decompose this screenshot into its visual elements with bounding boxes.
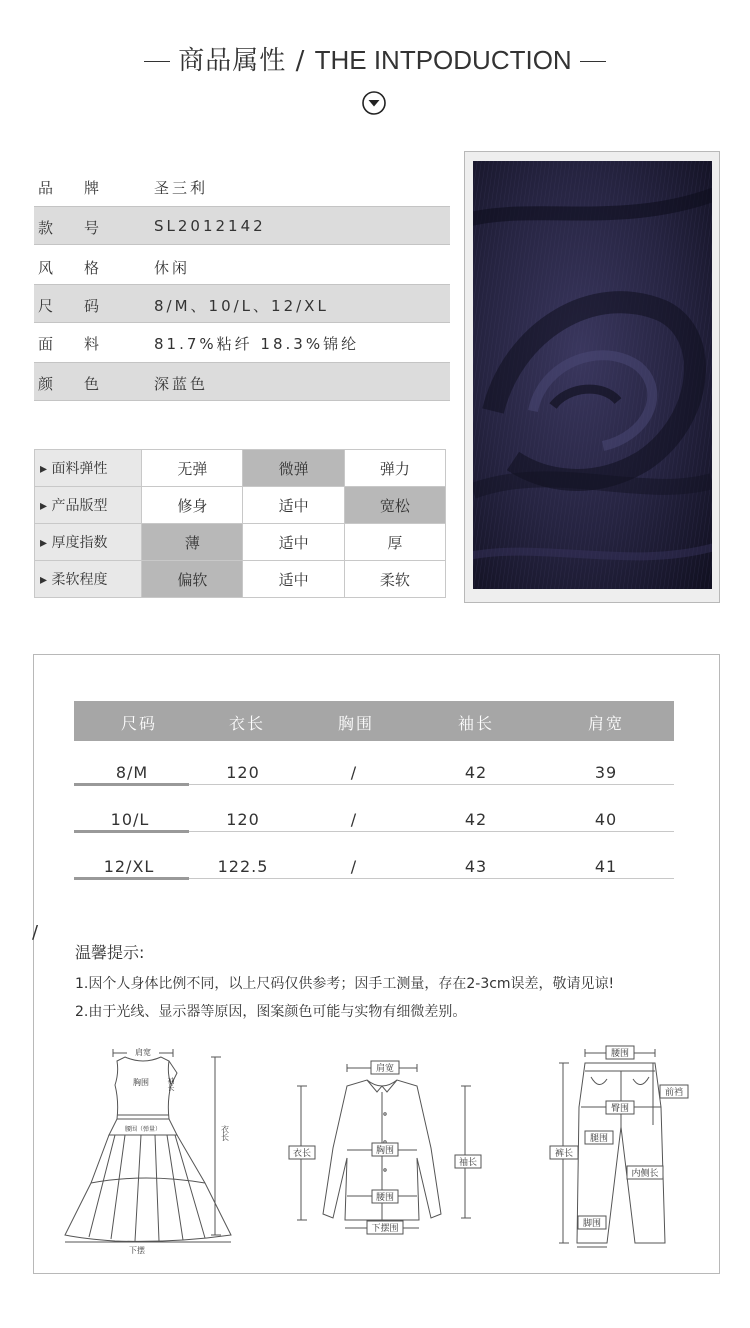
- size-cell: 42: [464, 763, 488, 782]
- row-accent-bar: [74, 830, 189, 833]
- attr-key: 色: [84, 375, 103, 393]
- dress-length-label: 衣长: [220, 1125, 230, 1141]
- size-cell: 122.5: [217, 857, 269, 876]
- prop-option: 弹力: [344, 450, 445, 487]
- prop-option: 无弹: [142, 450, 243, 487]
- attr-value: 休闲: [154, 259, 191, 277]
- stray-slash: /: [32, 922, 39, 943]
- shirt-shoulder-label: 肩宽: [375, 1064, 395, 1074]
- pants-measure-diagram: [545, 1043, 695, 1253]
- attr-row-color: [34, 362, 450, 401]
- prop-option: 偏软: [142, 561, 243, 598]
- attr-key: 面: [38, 335, 57, 353]
- size-cell: 12/XL: [103, 857, 155, 876]
- prop-row-thickness: [35, 524, 446, 561]
- attr-value: SL2012142: [154, 217, 266, 235]
- prop-option: 厚: [344, 524, 445, 561]
- attr-key: 料: [84, 335, 103, 353]
- size-cell: 10/L: [110, 810, 150, 829]
- title-cn: 商品属性: [178, 46, 287, 76]
- row-accent-bar: [74, 877, 189, 880]
- attr-row-size: [34, 284, 450, 323]
- title-en: THE INTPODUCTION: [314, 45, 572, 75]
- pants-inseam-label: 内侧长: [631, 1169, 659, 1179]
- attr-value: 81.7%粘纤 18.3%锦纶: [154, 335, 360, 353]
- size-cell: /: [350, 810, 358, 829]
- attr-key: 款: [38, 219, 57, 237]
- prop-option: 薄: [142, 524, 243, 561]
- triangle-right-icon: ▸: [40, 572, 48, 588]
- title-dash-right: [580, 61, 606, 62]
- chevron-down-circle-icon: [362, 91, 386, 115]
- prop-label: ▸ 产品版型: [35, 487, 142, 524]
- attr-row-brand: [34, 167, 450, 204]
- tips-line: 1.因个人身体比例不同，以上尺码仅供参考；因手工测量，存在2-3cm误差，敬请见谅!: [75, 976, 615, 992]
- dress-shoulder-label: 肩宽: [135, 1048, 151, 1057]
- dress-sleeve-label: 袖长: [167, 1077, 175, 1091]
- prop-option: 微弹: [243, 450, 344, 487]
- prop-label: ▸ 柔软程度: [35, 561, 142, 598]
- size-cell: /: [350, 763, 358, 782]
- size-cell: 39: [594, 763, 618, 782]
- attr-row-model: [34, 206, 450, 245]
- title-dash-left: [144, 61, 170, 62]
- shirt-hem-label: 下摆围: [371, 1224, 399, 1234]
- prop-label: ▸ 面料弹性: [35, 450, 142, 487]
- triangle-right-icon: ▸: [40, 535, 48, 551]
- size-cell: 8/M: [115, 763, 149, 782]
- dress-measure-diagram: [55, 1043, 245, 1258]
- dress-chest-label: 胸围: [133, 1078, 149, 1087]
- triangle-right-icon: ▸: [40, 498, 48, 514]
- title-separator: /: [295, 46, 306, 76]
- size-header-cell: 袖长: [457, 714, 494, 733]
- size-cell: 120: [226, 810, 260, 829]
- prop-option: 柔软: [344, 561, 445, 598]
- attr-key: 颜: [38, 375, 57, 393]
- attr-key: 品: [38, 179, 57, 197]
- dress-waist-label: 腰围（弹量）: [124, 1126, 162, 1133]
- shirt-measure-diagram: [285, 1058, 485, 1238]
- shirt-waist-label: 腰围: [375, 1193, 395, 1203]
- tips-line: 2.由于光线、显示器等原因，图案颜色可能与实物有细微差别。: [75, 1004, 467, 1020]
- prop-row-softness: [35, 561, 446, 598]
- prop-option: 适中: [243, 524, 344, 561]
- attr-row-fabric: [34, 323, 450, 360]
- pants-waist-label: 腰围: [610, 1049, 630, 1059]
- attr-value: 圣三利: [154, 179, 209, 197]
- size-cell: 41: [594, 857, 618, 876]
- attr-key: 尺: [38, 297, 57, 315]
- fabric-photo: [473, 161, 712, 589]
- attr-key: 牌: [84, 179, 103, 197]
- prop-row-fit: [35, 487, 446, 524]
- triangle-right-icon: ▸: [40, 461, 48, 477]
- property-grid: [34, 449, 446, 598]
- tips-title: 温馨提示:: [75, 943, 145, 962]
- attr-key: 格: [84, 259, 103, 277]
- attr-value: 深蓝色: [154, 375, 209, 393]
- attr-key: 号: [84, 219, 103, 237]
- attr-row-style: [34, 247, 450, 284]
- size-header-cell: 尺码: [120, 714, 157, 733]
- size-cell: /: [350, 857, 358, 876]
- size-header-cell: 胸围: [337, 714, 374, 733]
- size-cell: 42: [464, 810, 488, 829]
- size-cell: 40: [594, 810, 618, 829]
- pants-length-label: 裤长: [554, 1149, 574, 1159]
- page-title: [0, 40, 750, 77]
- size-table-header: [74, 701, 674, 741]
- attr-key: 码: [84, 297, 103, 315]
- pants-thigh-label: 腿围: [589, 1134, 609, 1144]
- prop-label: ▸ 厚度指数: [35, 524, 142, 561]
- size-header-cell: 衣长: [228, 714, 265, 733]
- size-cell: 120: [226, 763, 260, 782]
- shirt-sleeve-label: 袖长: [458, 1158, 478, 1168]
- row-accent-bar: [74, 783, 189, 786]
- prop-row-elasticity: [35, 450, 446, 487]
- prop-option: 宽松: [344, 487, 445, 524]
- pants-hip-label: 臀围: [610, 1104, 630, 1114]
- pants-leg-opening-label: 脚围: [582, 1219, 602, 1229]
- shirt-length-label: 衣长: [292, 1149, 312, 1159]
- pants-front-rise-label: 前裆: [664, 1088, 684, 1098]
- attr-value: 8/M、10/L、12/XL: [154, 297, 329, 315]
- prop-option: 修身: [142, 487, 243, 524]
- prop-option: 适中: [243, 561, 344, 598]
- dress-hem-label: 下摆: [129, 1246, 145, 1255]
- prop-option: 适中: [243, 487, 344, 524]
- attr-key: 风: [38, 259, 57, 277]
- size-header-cell: 肩宽: [587, 714, 624, 733]
- size-cell: 43: [464, 857, 488, 876]
- shirt-chest-label: 胸围: [375, 1146, 395, 1156]
